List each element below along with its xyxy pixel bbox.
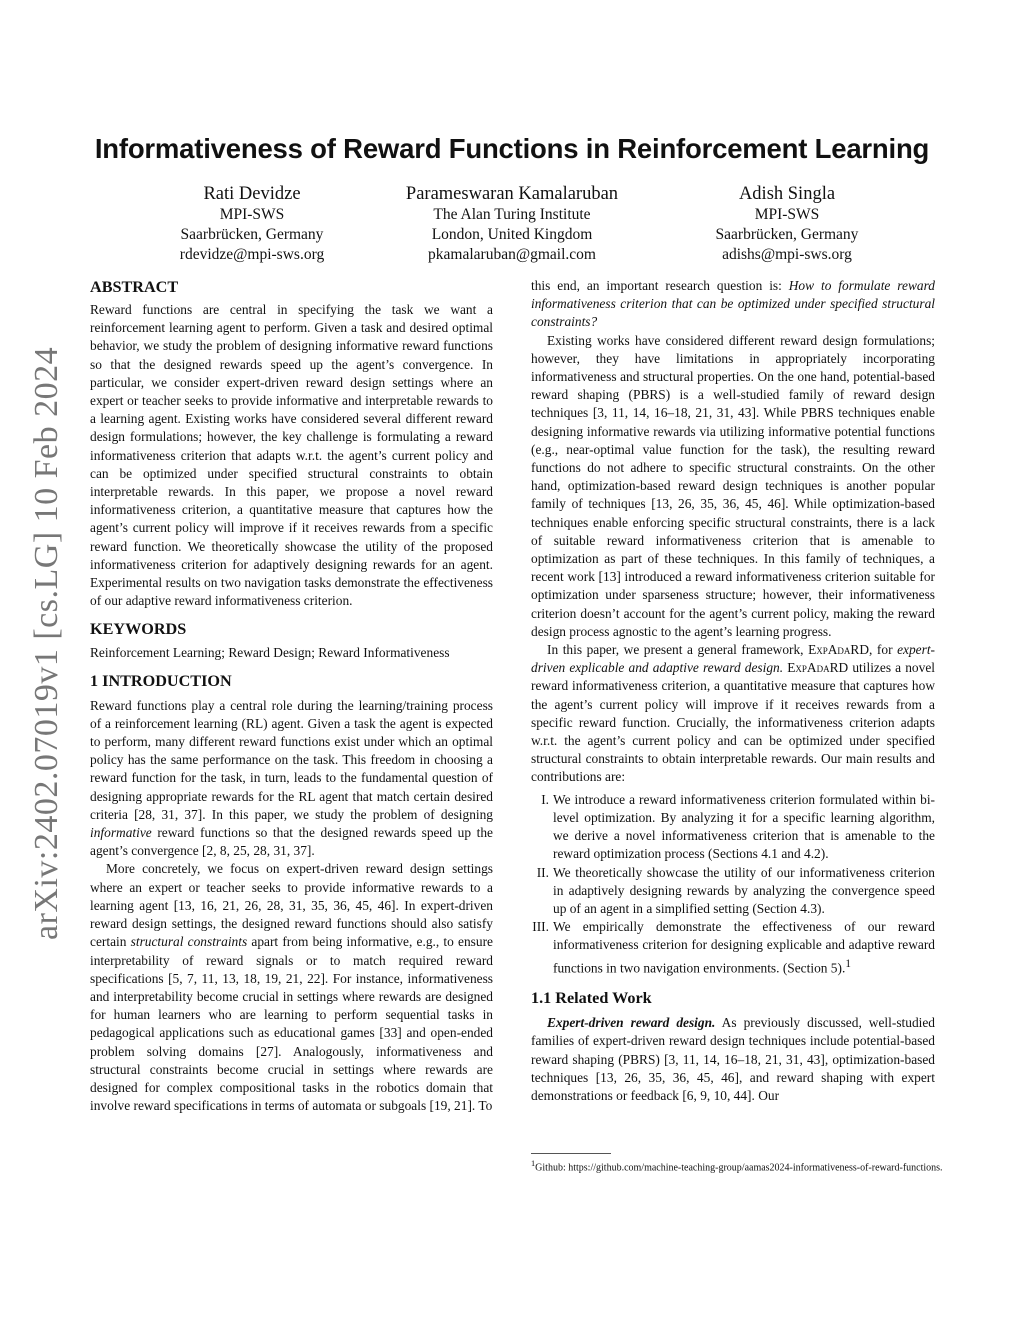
author-affiliation: MPI-SWS <box>754 206 820 223</box>
author-affiliation: MPI-SWS <box>219 206 285 223</box>
paper-title: Informativeness of Reward Functions in Reinforcement Learning <box>94 133 930 164</box>
intro-paragraph-1: Reward functions play a central role during the learning/training process of a reinforcement learning (RL) agent. Given a task the agent is expected to perform, many different reward functions exist under which an optimal policy has the same performance on the task. This freedom in choosing a reward function for the task, in turn, leads to the fundamental question of designing appropriate rewards for the RL agent that match certain desired criteria [28, 31, 37]. In this paper, we study the problem of designing informative reward functions so that the designed rewards speed up the agent’s convergence [2, 8, 25, 28, 31, 37]. <box>90 697 493 859</box>
right-column <box>531 277 935 1105</box>
keywords-heading: KEYWORDS <box>90 620 187 639</box>
framework-name: ExpAdaRD <box>808 642 870 658</box>
keywords-text: Reinforcement Learning; Reward Design; Reward Informativeness <box>90 645 450 661</box>
author-email: pkamalaruban@gmail.com <box>428 246 596 263</box>
author-block-3 <box>637 183 937 265</box>
list-item: II. We theoretically showcase the utility of our informativeness criterion in adaptively designing rewards by analyzing the convergence speed up of an agent in a simplified setting (Section 4.3). <box>536 864 935 916</box>
abstract-heading: ABSTRACT <box>90 278 179 296</box>
list-item: I. We introduce a reward informativeness criterion formulated within bi-level optimization. By analyzing it for a specific learning algorithm, we derive a novel informativeness criterion that is amenable to the reward optimization process (Sections 4.1 and 4.2). <box>541 791 935 862</box>
contributions-list <box>531 791 935 978</box>
related-work-paragraph: Expert-driven reward design. As previously discussed, well-studied families of expert-driven reward design techniques include potential-based reward shaping (PBRS) [3, 11, 14, 16–18, 21, 31, 43], optimization-based techniques [13, 26, 35, 36, 45, 46], and reward shaping with expert demonstrations or feedback [6, 9, 10, 44]. Our <box>531 1015 936 1103</box>
author-block-1 <box>102 183 402 265</box>
arxiv-stamp: arXiv:2402.07019v1 [cs.LG] 10 Feb 2024 <box>28 346 65 940</box>
author-email: rdevidze@mpi-sws.org <box>179 246 325 263</box>
intro-paragraph-3: Existing works have considered different reward design formulations; however, they have limitations in appropriately incorporating informativeness and structural properties. On the one hand, potential-based reward shaping (PBRS) is a well-studied family of reward design techniques [3, 11, 14, 16–18, 21, 31, 43]. While PBRS techniques enable designing informative rewards via utilizing informative potential functions (e.g., near-optimal value function for the task), the resulting reward functions do not adhere to specific structural constraints. On the other hand, optimization-based reward design techniques is another popular family of techniques [13, 26, 35, 36, 45, 46]. While optimization-based techniques enable enforcing specific structural constraints, there is a lack of suitable reward informativeness criterion that is amenable to optimization as part of these techniques. In this family of techniques, a recent work [13] introduced a reward informativeness criterion suitable for optimization under sparseness structure; however, their informativeness criterion doesn’t account for the agent’s current policy, making the reward design process agnostic to the agent’s learning progress. <box>531 332 935 639</box>
author-affiliation: The Alan Turing Institute <box>433 206 591 223</box>
abstract-text: Reward functions are central in specifying the task we want a reinforcement learning agent to perform. Given a task and desired optimal behavior, we study the problem of designing informative reward functions so that the designed rewards speed up the agent’s convergence. In particular, we consider expert-driven reward design settings where an expert or teacher seeks to provide informative and interpretable rewards to a learning agent. Existing works have considered several different reward design formulations; however, the key challenge is formulating a reward informativeness criterion that adapts w.r.t. the agent’s current policy and can be optimized under specified structural constraints to obtain interpretable rewards. In this paper, we propose a novel reward informativeness criterion, a quantitative measure that captures how the agent’s current policy will improve if it receives rewards from a specific reward function. We theoretically showcase the utility of the proposed informativeness criterion for adaptively designing rewards for an agent. Experimental results on two navigation tasks demonstrate the effectiveness of our adaptive reward informativeness criterion. <box>90 302 493 609</box>
intro-paragraph-4: In this paper, we present a general framework, ExpAdaRD, for expert-driven explicable and adaptive reward design. ExpAdaRD utilizes a novel reward informativeness criterion, a quantitative measure that captures how the agent’s current policy will improve if it receives rewards from a specific reward function. Crucially, the informativeness criterion adapts w.r.t. the agent’s current policy and can be optimized under specified structural constraints to obtain interpretable rewards. Our main results and contributions are: <box>531 642 935 785</box>
intro-paragraph-2-cont: this end, an important research question is: How to formulate reward informativeness criterion that can be optimized under specified structural constraints? <box>531 278 935 330</box>
footnote-rule <box>531 1153 611 1154</box>
author-name: Parameswaran Kamalaruban <box>405 184 619 204</box>
author-name: Adish Singla <box>738 184 836 204</box>
author-location: London, United Kingdom <box>431 226 593 243</box>
intro-heading: 1 INTRODUCTION <box>90 671 232 690</box>
author-location: Saarbrücken, Germany <box>180 226 324 243</box>
intro-paragraph-2: More concretely, we focus on expert-driven reward design settings where an expert or teacher seeks to provide informative rewards to a learning agent [13, 16, 21, 26, 28, 31, 35, 36, 45, 46]. In expert-driven reward design settings, the designed reward functions should also satisfy certain structural constraints apart from being informative, e.g., to ensure interpretability of reward signals or to match required reward specifications [5, 7, 11, 13, 18, 19, 21, 22]. For instance, informativeness and interpretability become crucial in settings where rewards are designed for human learners who are learning to perform sequential tasks in pedagogical applications such as educational games [33] and open-ended problem solving domains [27]. Analogously, informativeness and structural constraints become crucial in settings where rewards are designed for complex compositional tasks in the robotics domain that involve reward specifications in terms of automata or subgoals [19, 21]. To <box>90 861 493 1114</box>
author-location: Saarbrücken, Germany <box>715 226 859 243</box>
left-column <box>90 277 493 1115</box>
author-block-2 <box>362 183 662 265</box>
related-work-heading: 1.1 Related Work <box>531 989 652 1008</box>
author-name: Rati Devidze <box>203 184 301 204</box>
footnote: $^1$Github: https://github.com/machine-teaching-group/aamas2024-informativeness-of-reward-functions. <box>531 1159 943 1174</box>
list-item: III. We empirically demonstrate the effectiveness of our reward informativeness criterion for designing explicable and adaptive reward functions in two navigation environments. (Section 5).$^1$ <box>532 919 935 975</box>
author-email: adishs@mpi-sws.org <box>722 246 852 263</box>
